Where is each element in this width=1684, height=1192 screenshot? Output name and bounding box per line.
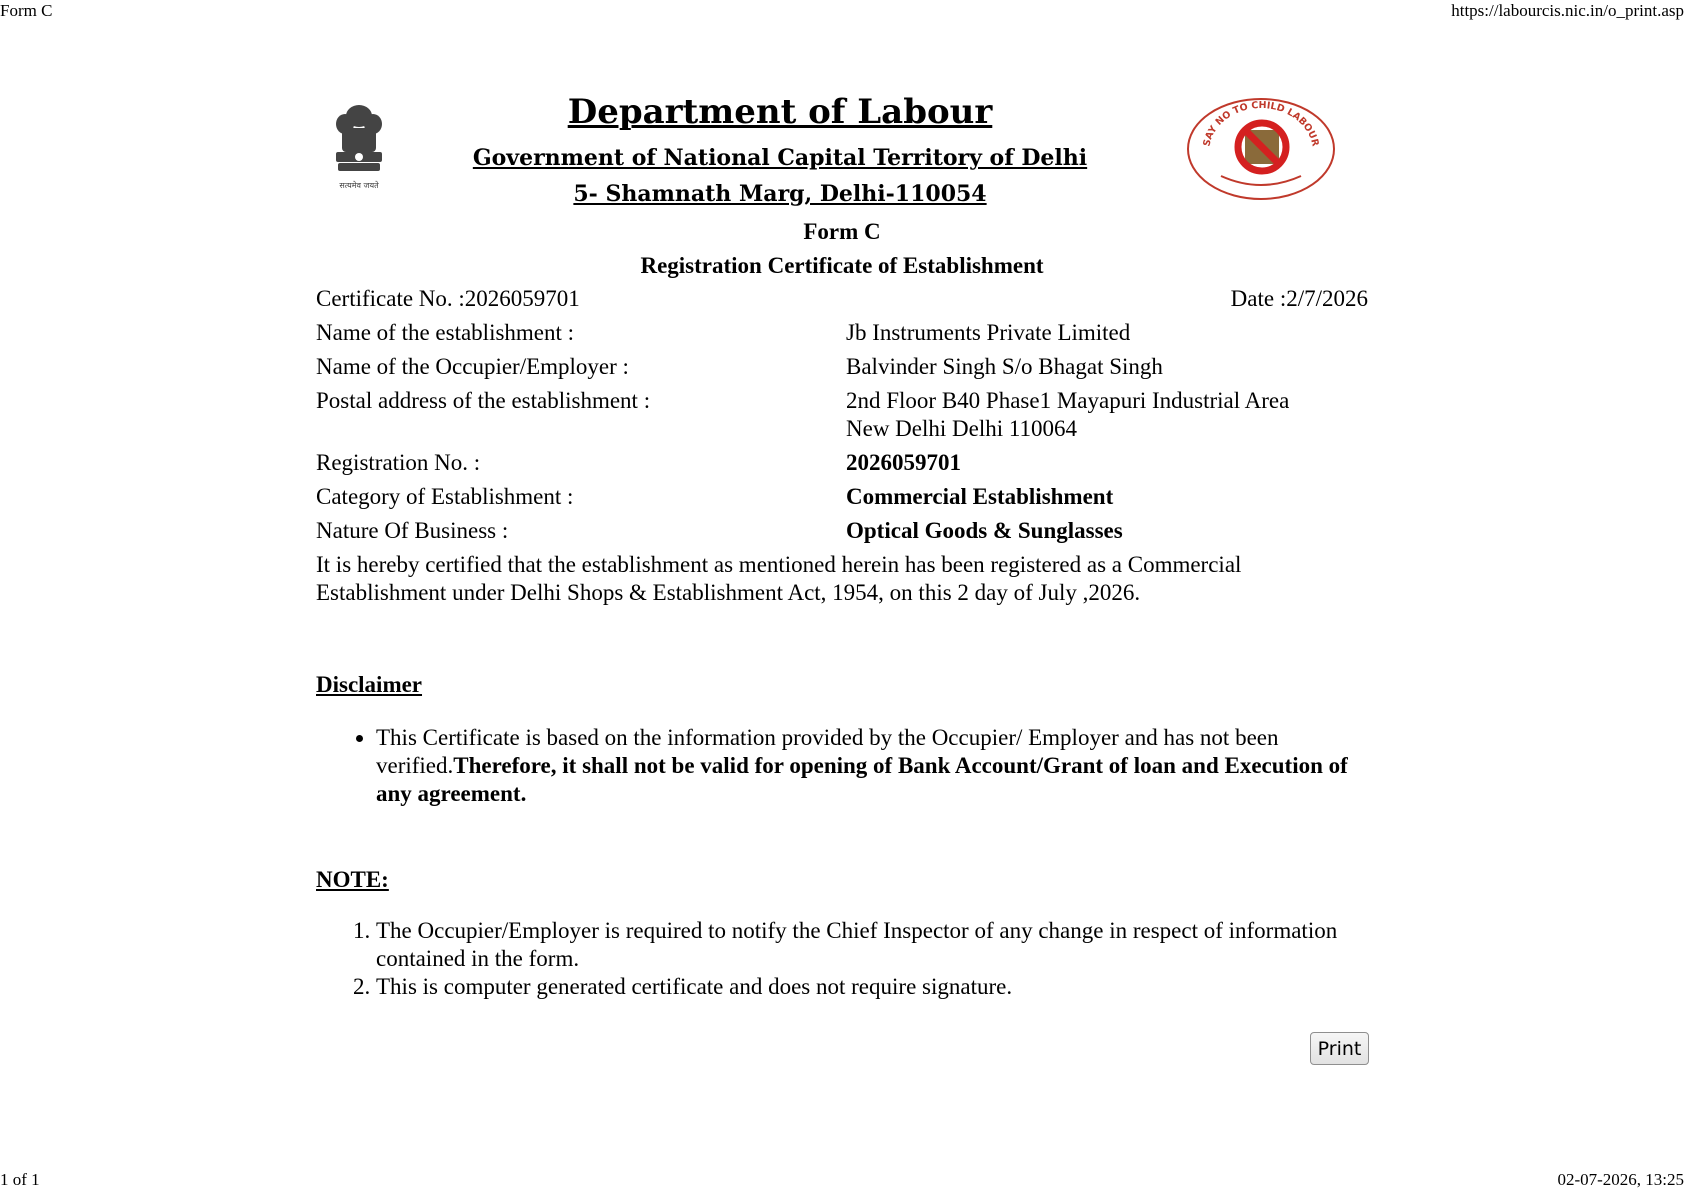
- field-label: Nature Of Business :: [316, 518, 509, 543]
- field-row: [316, 449, 1368, 477]
- field-value: Optical Goods & Sunglasses: [846, 518, 1123, 543]
- field-value: Commercial Establishment: [846, 484, 1114, 509]
- list-item: 2. This is computer generated certificate and does not require signature.: [376, 973, 1368, 1001]
- field-row: [316, 517, 1368, 545]
- child-labour-logo-text: SAY NO TO CHILD LABOUR: [1201, 99, 1321, 148]
- department-address: 5- Shamnath Marg, Delhi-110054: [573, 181, 987, 207]
- certification-statement: It is hereby certified that the establishment as mentioned herein has been registered as a Commercial Establishment under Delhi Shops & Establishment Act, 1954, on this 2 day of July ,2026.: [316, 552, 1242, 605]
- disclaimer-warning: Therefore, it shall not be valid for opening of Bank Account/Grant of loan and Execution of any agreement.: [376, 753, 1348, 806]
- field-row: [316, 483, 1368, 511]
- government-title: Government of National Capital Territory of Delhi: [472, 145, 1088, 171]
- address-line-2: New Delhi Delhi 110064: [846, 416, 1078, 441]
- field-row: [316, 353, 1368, 381]
- list-item: 1. The Occupier/Employer is required to notify the Chief Inspector of any change in respect of information contained in the form.: [376, 917, 1368, 973]
- department-title: Department of Labour: [567, 92, 993, 132]
- address-line-1: 2nd Floor B40 Phase1 Mayapuri Industrial Area: [846, 388, 1290, 413]
- field-label: Registration No. :: [316, 450, 481, 475]
- field-value: [846, 387, 1368, 443]
- field-label: Postal address of the establishment :: [316, 388, 651, 413]
- field-label: Name of the Occupier/Employer :: [316, 354, 629, 379]
- say-no-to-child-labour-logo: [1185, 96, 1337, 202]
- print-button[interactable]: Print: [1310, 1032, 1369, 1065]
- print-header-url: https://labourcis.nic.in/o_print.asp: [1451, 1, 1684, 20]
- note-list: [316, 917, 1368, 1001]
- field-row: [316, 319, 1368, 347]
- emblem-caption: सत्यमेव जयते: [339, 181, 379, 190]
- field-row: [316, 387, 1368, 443]
- field-value: Balvinder Singh S/o Bhagat Singh: [846, 354, 1163, 379]
- field-label: Category of Establishment :: [316, 484, 574, 509]
- list-item: [376, 724, 1368, 808]
- certificate-body: [316, 285, 1368, 607]
- disclaimer-heading: Disclaimer: [316, 672, 423, 697]
- note-heading: NOTE:: [316, 867, 389, 892]
- print-footer-datetime: 02-07-2026, 13:25: [1557, 1170, 1684, 1189]
- field-value: 2026059701: [846, 450, 961, 475]
- print-footer-page-count: 1 of 1: [0, 1170, 40, 1189]
- field-value: Jb Instruments Private Limited: [846, 320, 1131, 345]
- certificate-date: Date :2/7/2026: [1230, 286, 1368, 311]
- form-title: Form C: [803, 219, 881, 244]
- field-label: Name of the establishment :: [316, 320, 575, 345]
- form-subtitle: Registration Certificate of Establishment: [640, 253, 1044, 278]
- disclaimer-list: [316, 724, 1368, 808]
- disclaimer-text: This Certificate is based on the information provided by the Occupier/ Employer and has not been verified.: [376, 725, 1279, 778]
- certificate-number: Certificate No. :2026059701: [316, 286, 580, 311]
- print-header-page-title: Form C: [0, 1, 53, 20]
- national-emblem-icon: [326, 102, 392, 194]
